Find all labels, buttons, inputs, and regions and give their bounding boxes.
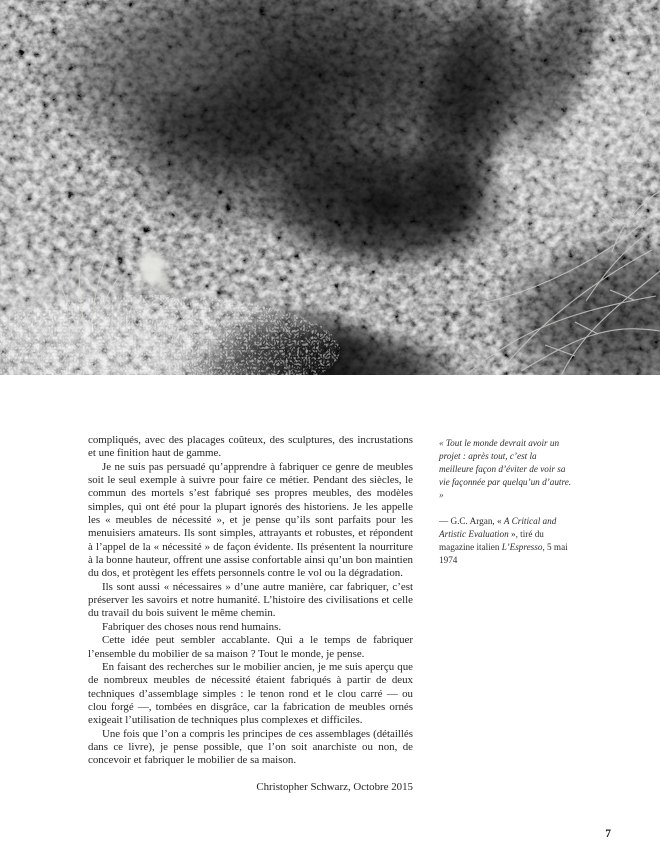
body-text [88, 434, 413, 794]
paragraph: Cette idée peut sembler accablante. Qui a le temps de fabriquer l’ensemble du mobilier de sa maison ? Tout le monde, je pense. [88, 634, 413, 660]
attribution-text: — G.C. Argan, « [439, 516, 504, 526]
foliage-pond-illustration [0, 0, 660, 375]
pull-quote: « Tout le monde devrait avoir un projet : après tout, c’est la meilleure façon d’éviter de voir sa vie façonnée par quelqu’un d’autre. » [439, 438, 572, 500]
page-number-label: 7 [605, 828, 611, 840]
paragraph: En faisant des recherches sur le mobilier ancien, je me suis aperçu que de nombreux meubles de nécessité étaient fabriqués à partir de deux techniques d’assemblage simples : le tenon rond et le clou carré — ou clou forgé —, tombées en disgrâce, car la fabrication de meubles ornés exigeait l’utilisation de techniques plus complexes et difficiles. [88, 660, 413, 727]
attribution-magazine: L’Espresso [501, 542, 543, 552]
signature-line: Christopher Schwarz, Octobre 2015 [256, 780, 413, 793]
paragraph: Je ne suis pas persuadé qu’apprendre à fabriquer ce genre de meubles soit le seul exemple à suivre pour faire ce métier. Pendant des siècles, le commun des mortels s’est fabriqué ses propres meubles, des modèles simples, qui ont été pour la plupart ignorés des historiens. Je les appelle les « meubles de nécessité », et je pense qu’ils sont parfaits pour les menuisiers amateurs. Ils sont simples, attrayants et robustes, et répondent à l’appel de la « nécessité » de façon évidente. Ils présentent la nourriture à la bonne hauteur, offrent une assise confortable ainsi qu’un bon maintien du dos, et protègent les effets personnels contre le vol ou la dégradation. [88, 460, 413, 580]
sidebar [439, 437, 573, 567]
attribution-text: , 5 mai 1974 [439, 542, 568, 565]
paragraph: Une fois que l’on a compris les principes de ces assemblages (détaillés dans ce livre), je pense possible, que l’on soit anarchiste ou non, de concevoir et fabriquer le mobilier de sa maison. [88, 727, 413, 767]
paragraph: Ils sont aussi « nécessaires » d’une autre manière, car fabriquer, c’est préserver les savoirs et notre humanité. L’histoire des civilisations et celle du travail du bois suivent le même chemin. [88, 580, 413, 620]
paragraph: compliqués, avec des placages coûteux, des sculptures, des incrustations et une finition haut de gamme. [88, 434, 413, 460]
attribution-title: A Critical and Artistic Evaluation [439, 516, 557, 539]
paragraph: Fabriquer des choses nous rend humains. [102, 620, 282, 633]
attribution-text: », tiré du magazine italien [439, 529, 544, 552]
hero-photo [0, 0, 660, 375]
quote-attribution [439, 515, 573, 567]
